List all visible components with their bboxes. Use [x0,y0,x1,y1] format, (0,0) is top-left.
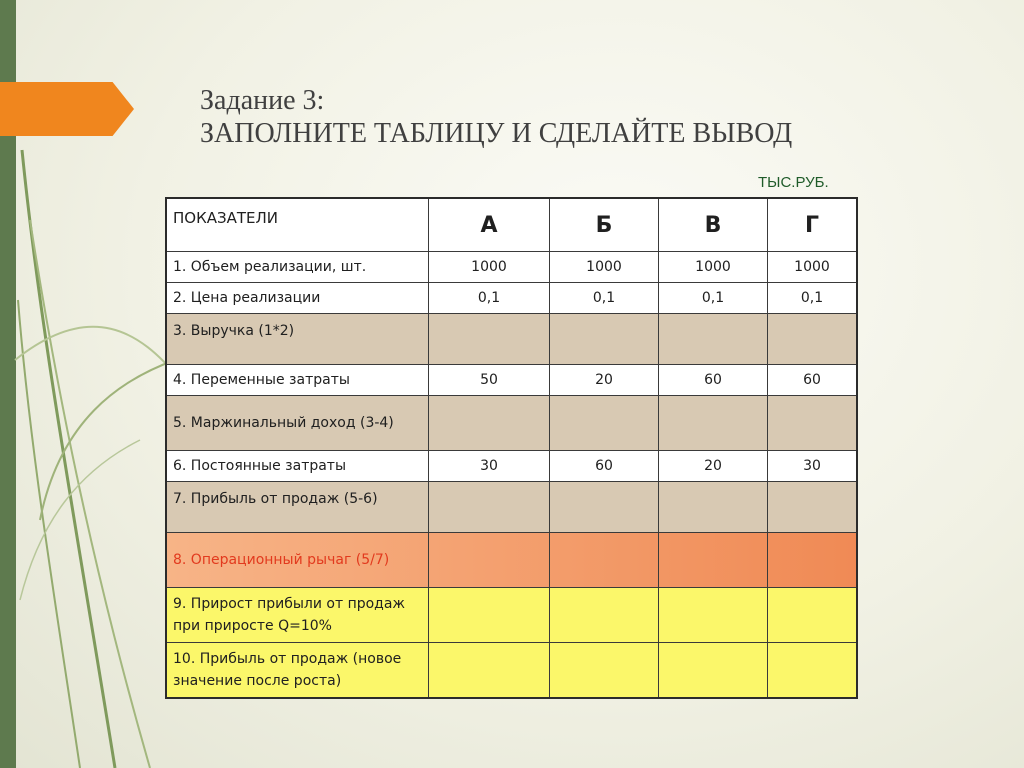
units-label: ТЫС.РУБ. [758,174,829,191]
row-label: 10. Прибыль от продаж (новое значение после роста) [166,643,429,699]
cell-b: 1000 [550,252,659,283]
cell-a: 30 [429,451,550,482]
cell-g [768,396,858,451]
cell-a [429,588,550,643]
cell-g [768,482,858,533]
cell-v [659,643,768,699]
row-label: 6. Постоянные затраты [166,451,429,482]
cell-b [550,643,659,699]
cell-a [429,643,550,699]
slide-title [200,84,792,150]
header-col-a: А [429,198,550,252]
row-label: 4. Переменные затраты [166,365,429,396]
row-label: 1. Объем реализации, шт. [166,252,429,283]
cell-a [429,482,550,533]
cell-v [659,588,768,643]
row-label: 5. Маржинальный доход (3-4) [166,396,429,451]
cell-g [768,314,858,365]
table-row [166,533,857,588]
cell-v [659,533,768,588]
cell-a [429,533,550,588]
title-line-1: Задание 3: [200,85,325,116]
table-row [166,396,857,451]
table-header-row [166,198,857,252]
row-label: 3. Выручка (1*2) [166,314,429,365]
table-row [166,252,857,283]
indicators-table [165,197,858,699]
cell-b [550,314,659,365]
cell-a: 50 [429,365,550,396]
table-row [166,482,857,533]
title-line-2: ЗАПОЛНИТЕ ТАБЛИЦУ И СДЕЛАЙТЕ ВЫВОД [200,118,793,149]
cell-v [659,482,768,533]
cell-v: 20 [659,451,768,482]
cell-g: 0,1 [768,283,858,314]
table-row [166,283,857,314]
cell-v: 0,1 [659,283,768,314]
row-label: 8. Операционный рычаг (5/7) [166,533,429,588]
cell-b [550,533,659,588]
row-label: 7. Прибыль от продаж (5-6) [166,482,429,533]
cell-v: 1000 [659,252,768,283]
cell-g: 30 [768,451,858,482]
row-label: 2. Цена реализации [166,283,429,314]
cell-a [429,314,550,365]
cell-b [550,588,659,643]
cell-b [550,482,659,533]
table-row [166,314,857,365]
table-row [166,643,857,699]
row-label: 9. Прирост прибыли от продаж при приросте Q=10% [166,588,429,643]
cell-g [768,533,858,588]
cell-v [659,314,768,365]
orange-arrow-tab [0,82,134,136]
cell-a [429,396,550,451]
cell-b: 20 [550,365,659,396]
cell-v [659,396,768,451]
header-col-v: В [659,198,768,252]
table-row [166,451,857,482]
cell-b: 0,1 [550,283,659,314]
header-indicators: ПОКАЗАТЕЛИ [166,198,429,252]
cell-g [768,588,858,643]
cell-g [768,643,858,699]
cell-g: 60 [768,365,858,396]
table-row [166,365,857,396]
cell-a: 1000 [429,252,550,283]
cell-g: 1000 [768,252,858,283]
header-col-b: Б [550,198,659,252]
cell-v: 60 [659,365,768,396]
cell-b: 60 [550,451,659,482]
header-col-g: Г [768,198,858,252]
cell-a: 0,1 [429,283,550,314]
table-row [166,588,857,643]
cell-b [550,396,659,451]
